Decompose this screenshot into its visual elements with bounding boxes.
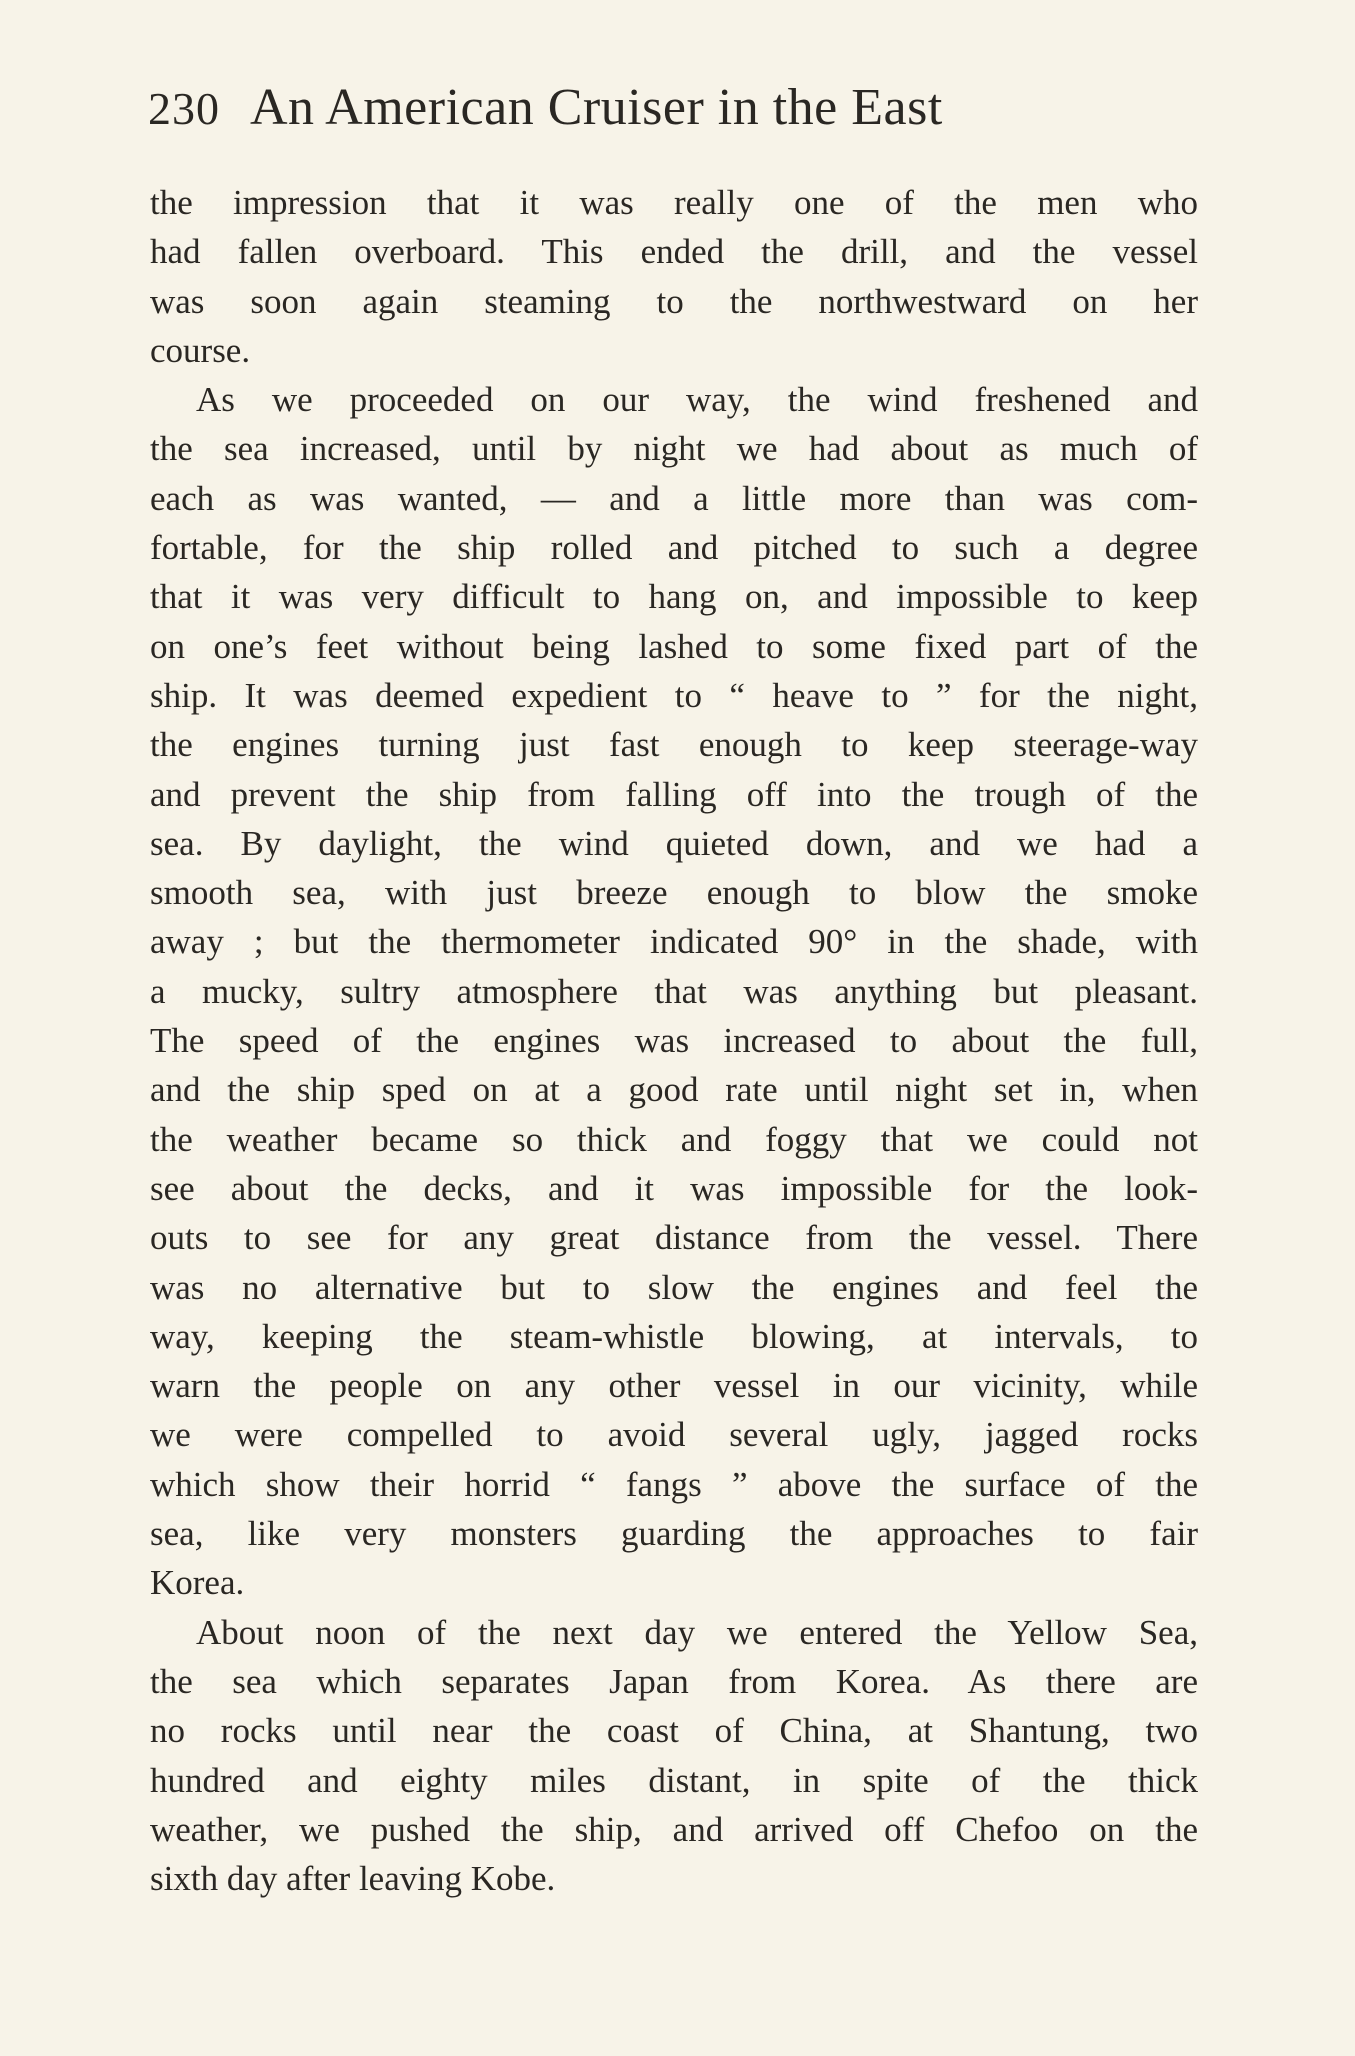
text-line: a mucky, sultry atmosphere that was anything but pleasant. — [150, 971, 1198, 1011]
text-line: the sea which separates Japan from Korea. As there are — [150, 1661, 1198, 1701]
text-line: way, keeping the steam-whistle blowing, at intervals, to — [150, 1316, 1198, 1356]
text-line: weather, we pushed the ship, and arrived off Chefoo on the — [150, 1809, 1198, 1849]
text-line: the sea increased, until by night we had about as much of — [150, 429, 1198, 469]
page-number: 230 — [148, 83, 220, 134]
text-line: sea, like very monsters guarding the approaches to fair — [150, 1514, 1198, 1554]
text-line: see about the decks, and it was impossible for the look- — [150, 1168, 1198, 1208]
text-line: warn the people on any other vessel in our vicinity, while — [150, 1366, 1198, 1406]
text-line: hundred and eighty miles distant, in spite of the thick — [150, 1760, 1198, 1800]
text-line: that it was very difficult to hang on, and impossible to keep — [150, 577, 1198, 617]
text-line: sea. By daylight, the wind quieted down, and we had a — [150, 823, 1198, 863]
text-line: fortable, for the ship rolled and pitched to such a degree — [150, 528, 1198, 568]
text-line: As we proceeded on our way, the wind freshened and — [196, 380, 1198, 420]
text-line: About noon of the next day we entered the Yellow Sea, — [196, 1612, 1198, 1652]
text-line: smooth sea, with just breeze enough to blow the smoke — [150, 873, 1198, 913]
text-line: and the ship sped on at a good rate until night set in, when — [150, 1070, 1198, 1110]
text-line: had fallen overboard. This ended the drill, and the vessel — [150, 232, 1198, 272]
text-line: away ; but the thermometer indicated 90° in the shade, with — [150, 922, 1198, 962]
text-line: course. — [150, 330, 251, 370]
text-line: the weather became so thick and foggy that we could not — [150, 1119, 1198, 1159]
text-line: sixth day after leaving Kobe. — [150, 1859, 556, 1899]
text-line: was soon again steaming to the northwestward on her — [150, 281, 1198, 321]
text-line: Korea. — [150, 1563, 245, 1603]
running-title: An American Cruiser in the East — [250, 79, 943, 136]
text-line: each as was wanted, — and a little more than was com- — [150, 478, 1198, 518]
text-line: was no alternative but to slow the engines and feel the — [150, 1267, 1198, 1307]
text-line: outs to see for any great distance from the vessel. There — [150, 1218, 1198, 1258]
text-line: the impression that it was really one of the men who — [150, 183, 1198, 222]
text-line: and prevent the ship from falling off into the trough of the — [150, 774, 1198, 814]
text-line: on one’s feet without being lashed to some fixed part of the — [150, 626, 1198, 666]
text-line: The speed of the engines was increased to about the full, — [150, 1021, 1198, 1061]
text-line: we were compelled to avoid several ugly, jagged rocks — [150, 1415, 1198, 1455]
text-line: the engines turning just fast enough to keep steerage-way — [150, 725, 1198, 765]
body-text — [150, 178, 1198, 1903]
text-line: ship. It was deemed expedient to “ heave to ” for the night, — [150, 675, 1198, 715]
text-line: no rocks until near the coast of China, at Shantung, two — [150, 1711, 1198, 1751]
running-head — [148, 78, 1108, 148]
text-line: which show their horrid “ fangs ” above the surface of the — [150, 1464, 1198, 1504]
